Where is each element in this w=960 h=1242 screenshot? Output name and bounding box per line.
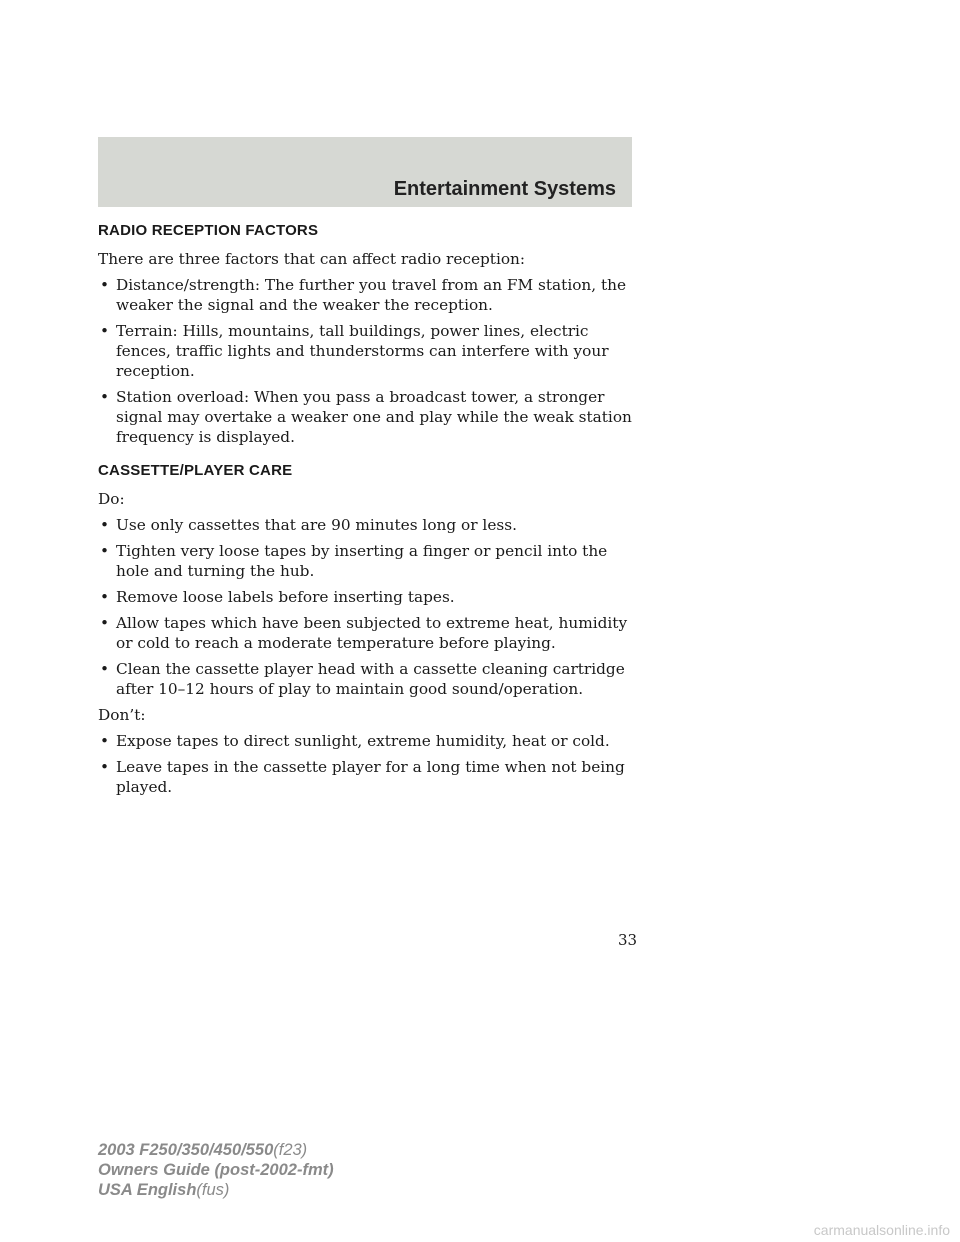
page-content [98,221,638,803]
list-item: • Remove loose labels before inserting tapes. [100,588,455,606]
bullet-icon: • [100,660,110,678]
bullet-icon: • [100,388,110,406]
bullet-icon: • [100,516,110,534]
bullet-icon: • [100,588,110,606]
watermark: carmanualsonline.info [813,1222,950,1238]
list-item: • Use only cassettes that are 90 minutes long or less. [100,516,517,534]
list-item: • Distance/strength: The further you travel from an FM station, the weaker the signal and the weaker the reception. [100,276,627,314]
list-item: • Allow tapes which have been subjected to extreme heat, humidity or cold to reach a moderate temperature before playing. [100,614,628,652]
footer-line-language: USA English(fus) [98,1181,230,1199]
footer-line-guide: Owners Guide (post-2002-fmt) [98,1161,334,1179]
bullet-icon: • [100,542,110,560]
bullet-icon: • [100,322,110,340]
bullet-icon: • [100,758,110,776]
page-number: 33 [618,931,638,949]
section-title: Entertainment Systems [393,178,616,200]
do-list [98,515,638,699]
bullet-icon: • [100,732,110,750]
bullet-icon: • [100,276,110,294]
document-footer [98,1140,334,1200]
heading-cassette-care: CASSETTE/PLAYER CARE [98,462,293,479]
reception-factors-list [98,275,638,447]
list-item: • Expose tapes to direct sunlight, extreme humidity, heat or cold. [100,732,610,750]
list-item: • Terrain: Hills, mountains, tall buildings, power lines, electric fences, traffic lights and thunderstorms can interfere with your reception. [100,322,609,380]
intro-paragraph: There are three factors that can affect radio reception: [98,250,526,268]
heading-radio-reception: RADIO RECEPTION FACTORS [98,222,319,239]
list-item: • Clean the cassette player head with a cassette cleaning cartridge after 10–12 hours of play to maintain good sound/operation. [100,660,625,698]
list-item: • Tighten very loose tapes by inserting a finger or pencil into the hole and turning the hub. [100,542,608,580]
section-header-band [98,137,632,207]
bullet-icon: • [100,614,110,632]
do-label: Do: [98,490,125,508]
dont-label: Don’t: [98,706,146,724]
list-item: • Leave tapes in the cassette player for a long time when not being played. [100,758,625,796]
footer-line-model: 2003 F250/350/450/550(f23) [98,1141,308,1159]
list-item: • Station overload: When you pass a broadcast tower, a stronger signal may overtake a weaker one and play while the weak station frequency is displayed. [100,388,632,446]
dont-list [98,731,638,797]
